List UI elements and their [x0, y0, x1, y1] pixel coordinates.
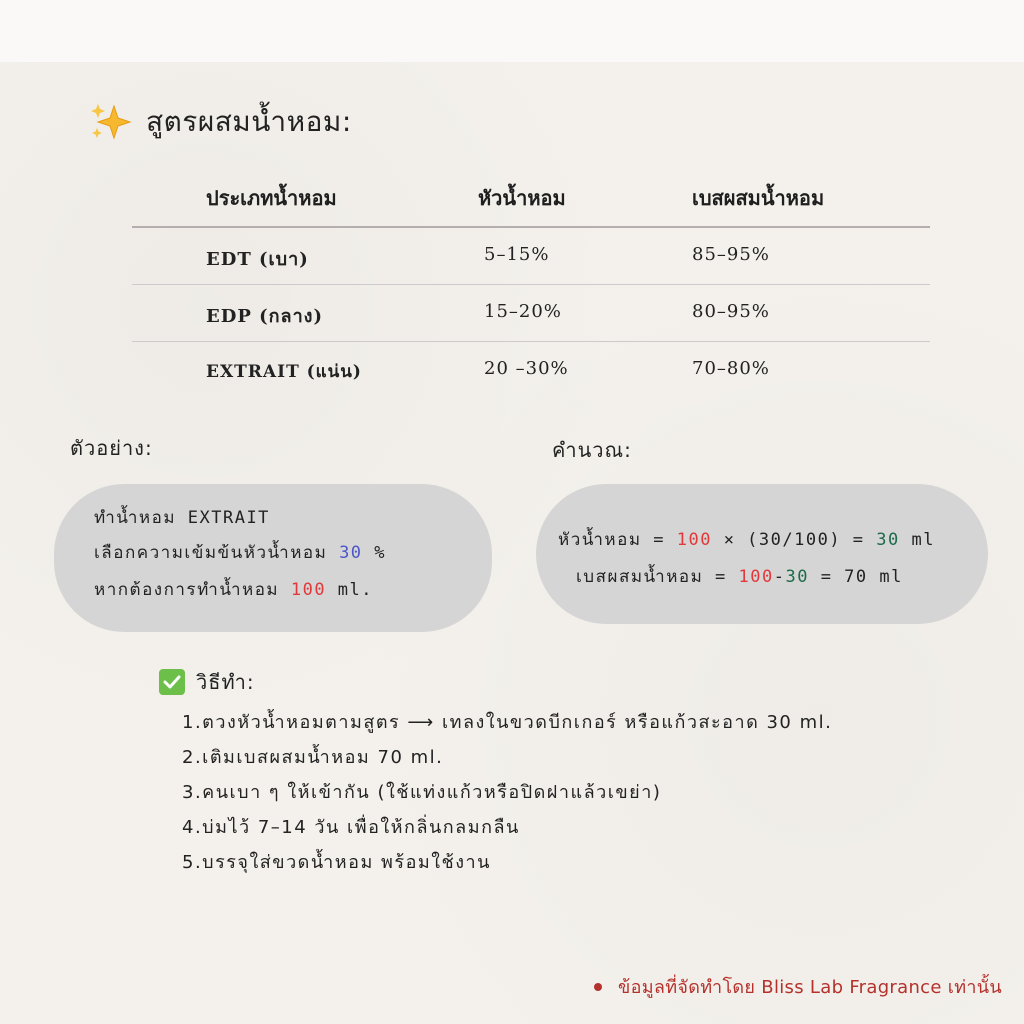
calc-text: = 70 ml	[808, 567, 903, 587]
example-text: หากต้องการทำน้ำหอม	[94, 580, 291, 600]
concentration-value: 30	[339, 543, 363, 563]
example-line-2	[94, 539, 386, 566]
check-mark-button-icon	[158, 668, 186, 696]
calculation-box	[536, 484, 988, 624]
example-line-3	[94, 576, 373, 603]
example-line-1: ทำน้ำหอม EXTRAIT	[94, 508, 270, 528]
calc-text: เบสผสมน้ำหอม =	[576, 567, 739, 587]
calc-text: -	[773, 567, 786, 587]
oil-volume: 30	[876, 530, 900, 550]
step-item: 3.คนเบา ๆ ให้เข้ากัน (ใช้แท่งแก้วหรือปิดฝาแล้วเขย่า)	[182, 782, 662, 803]
steps-label: วิธีทำ:	[196, 670, 255, 694]
cell-base: 80–95%	[692, 301, 770, 322]
calc-text: หัวน้ำหอม =	[558, 530, 677, 550]
table-row	[132, 228, 930, 285]
sparkles-icon	[88, 100, 132, 144]
steps-list	[182, 708, 832, 883]
cell-type: EDP (กลาง)	[206, 306, 323, 327]
cell-oil: 5–15%	[484, 244, 550, 265]
cell-oil: 20 –30%	[484, 358, 569, 379]
example-label: ตัวอย่าง:	[70, 436, 153, 460]
example-text: เลือกความเข้มข้นหัวน้ำหอม	[94, 543, 340, 563]
table-header	[132, 170, 930, 228]
step-item: 5.บรรจุใส่ขวดน้ำหอม พร้อมใช้งาน	[182, 852, 491, 873]
calculation-label: คำนวณ:	[552, 438, 632, 462]
column-header-oil: หัวน้ำหอม	[478, 186, 566, 210]
step-item: 1.ตวงหัวน้ำหอมตามสูตร ⟶ เทลงในขวดบีกเกอร์ หรือแก้วสะอาด 30 ml.	[182, 712, 833, 733]
column-header-type: ประเภทน้ำหอม	[206, 186, 337, 210]
example-text: ml.	[326, 580, 374, 600]
total-volume: 100	[676, 530, 712, 550]
oil-volume: 30	[785, 567, 809, 587]
table-row	[132, 285, 930, 342]
cell-type: EXTRAIT (แน่น)	[206, 362, 362, 382]
bullet-icon	[594, 983, 602, 991]
calc-text: ml	[899, 530, 935, 550]
total-volume: 100	[738, 567, 774, 587]
cell-oil: 15–20%	[484, 301, 562, 322]
steps-heading	[158, 666, 255, 698]
step-item: 4.บ่มไว้ 7–14 วัน เพื่อให้กลิ่นกลมกลืน	[182, 817, 520, 838]
calc-text: × (30/100) =	[711, 530, 877, 550]
calc-line-1	[558, 526, 935, 553]
example-text: %	[362, 543, 387, 563]
footer	[594, 972, 1002, 1001]
formula-table	[132, 170, 930, 398]
top-band	[0, 0, 1024, 62]
column-header-base: เบสผสมน้ำหอม	[692, 186, 825, 210]
cell-base: 70–80%	[692, 358, 770, 379]
page-title: สูตรผสมน้ำหอม:	[146, 105, 352, 138]
title-row	[88, 100, 352, 144]
cell-type: EDT (เบา)	[206, 249, 309, 270]
volume-value: 100	[290, 580, 327, 600]
table-row	[132, 342, 930, 398]
step-item: 2.เติมเบสผสมน้ำหอม 70 ml.	[182, 747, 444, 768]
calc-line-2	[576, 563, 903, 590]
cell-base: 85–95%	[692, 244, 770, 265]
example-box	[54, 484, 492, 632]
footer-credit: ข้อมูลที่จัดทำโดย Bliss Lab Fragrance เท่านั้น	[617, 977, 1002, 998]
